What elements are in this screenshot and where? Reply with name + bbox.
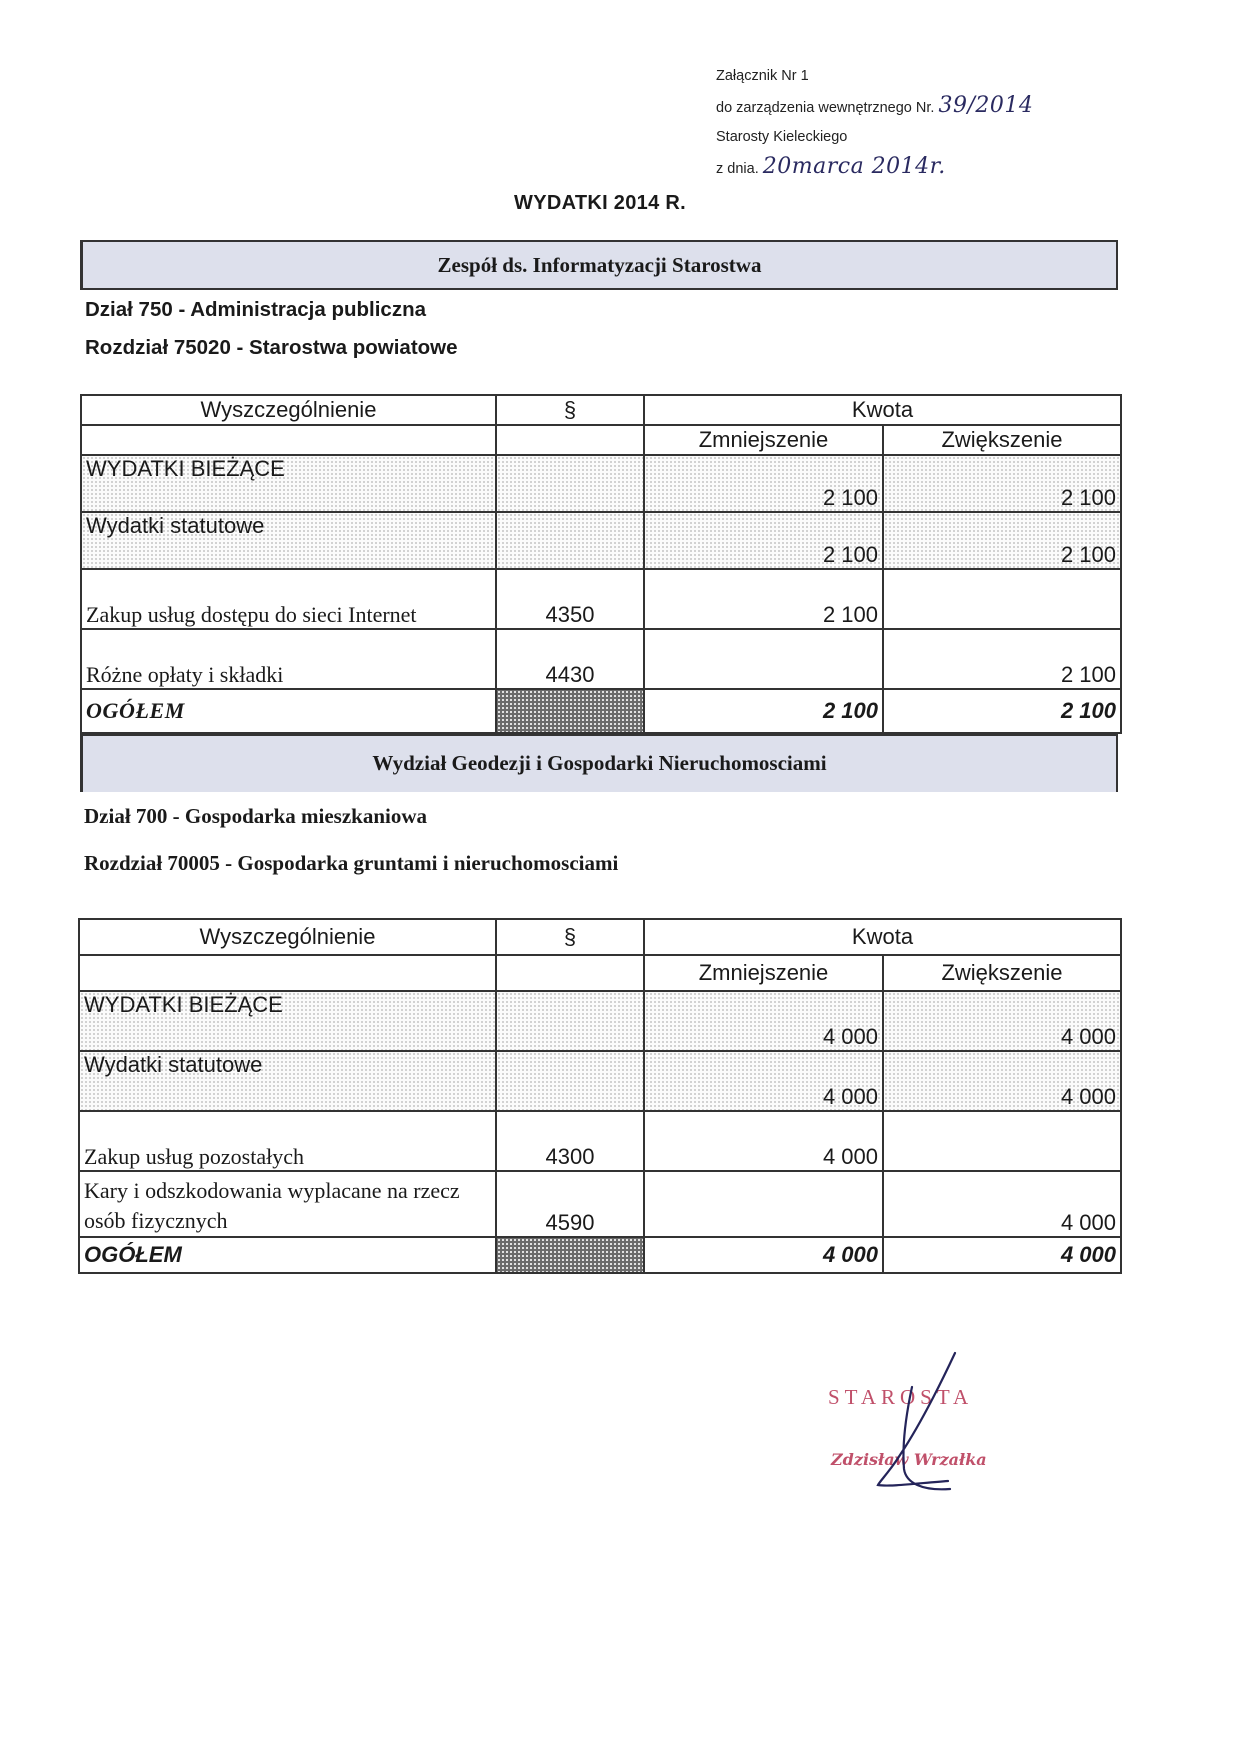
section1-unit-banner: Zespół ds. Informatyzacji Starostwa <box>80 240 1118 290</box>
table-row <box>81 512 1121 569</box>
row-paragraph <box>496 455 644 512</box>
table-row <box>79 1051 1121 1111</box>
row-label: WYDATKI BIEŻĄCE <box>79 991 496 1051</box>
header-paragraph: § <box>496 919 644 955</box>
table-row <box>81 569 1121 629</box>
header-zwiekszenie: Zwiększenie <box>883 425 1121 455</box>
section1-dzial-heading: Dział 750 - Administracja publiczna <box>85 298 427 321</box>
row-paragraph: 4590 <box>496 1171 644 1237</box>
total-row <box>81 689 1121 733</box>
document-title: WYDATKI 2014 R. <box>514 192 686 214</box>
total-paragraph-shaded <box>496 689 644 733</box>
header-kwota: Kwota <box>644 395 1121 425</box>
row-label: Różne opłaty i składki <box>81 629 496 689</box>
annotation-line2 <box>716 91 1033 123</box>
row-zwiekszenie: 4 000 <box>883 1051 1121 1111</box>
row-label: Zakup usług pozostałych <box>79 1111 496 1171</box>
row-zwiekszenie: 2 100 <box>883 629 1121 689</box>
row-zmniejszenie: 4 000 <box>644 991 883 1051</box>
row-zwiekszenie: 4 000 <box>883 991 1121 1051</box>
section1-expenses-table <box>80 394 1122 734</box>
row-paragraph <box>496 1051 644 1111</box>
section2-rozdzial-heading: Rozdział 70005 - Gospodarka gruntami i nieruchomosciami <box>84 851 619 875</box>
row-zmniejszenie: 2 100 <box>644 512 883 569</box>
annotation-line2-prefix: do zarządzenia wewnętrznego Nr. <box>716 100 935 116</box>
row-paragraph: 4430 <box>496 629 644 689</box>
section2-unit-banner: Wydział Geodezji i Gospodarki Nieruchomosciami <box>80 734 1118 792</box>
total-zmniejszenie: 2 100 <box>644 689 883 733</box>
row-zwiekszenie <box>883 1111 1121 1171</box>
stamp-name: Zdzisław Wrzałka <box>831 1450 987 1469</box>
row-zwiekszenie: 2 100 <box>883 455 1121 512</box>
total-label: OGÓŁEM <box>79 1237 496 1273</box>
header-zmniejszenie: Zmniejszenie <box>644 955 883 991</box>
annotation-line3: Starosty Kieleckiego <box>716 129 848 145</box>
row-label: Wydatki statutowe <box>79 1051 496 1111</box>
total-zwiekszenie: 2 100 <box>883 689 1121 733</box>
total-zmniejszenie: 4 000 <box>644 1237 883 1273</box>
row-zmniejszenie <box>644 1171 883 1237</box>
row-zmniejszenie <box>644 629 883 689</box>
total-row <box>79 1237 1121 1273</box>
row-zwiekszenie <box>883 569 1121 629</box>
header-empty-cell <box>81 425 496 455</box>
header-empty-cell <box>79 955 496 991</box>
row-paragraph <box>496 991 644 1051</box>
annotation-date-handwritten: 20marca 2014r. <box>762 154 946 179</box>
row-label: Zakup usług dostępu do sieci Internet <box>81 569 496 629</box>
table-row <box>81 455 1121 512</box>
row-paragraph: 4300 <box>496 1111 644 1171</box>
row-label: Kary i odszkodowania wyplacane na rzecz osób fizycznych <box>79 1171 496 1237</box>
section2-dzial-heading: Dział 700 - Gospodarka mieszkaniowa <box>84 804 428 828</box>
stamp-title: STAROSTA <box>828 1385 974 1409</box>
annotation-block <box>716 62 1033 184</box>
section2-expenses-table <box>78 918 1122 1274</box>
annotation-number-handwritten: 39/2014 <box>938 93 1034 118</box>
header-empty-cell <box>496 425 644 455</box>
row-label: WYDATKI BIEŻĄCE <box>81 455 496 512</box>
header-zwiekszenie: Zwiększenie <box>883 955 1121 991</box>
table-row <box>81 629 1121 689</box>
header-zmniejszenie: Zmniejszenie <box>644 425 883 455</box>
annotation-line4-prefix: z dnia. <box>716 161 759 177</box>
annotation-line4 <box>716 152 1033 184</box>
header-kwota: Kwota <box>644 919 1121 955</box>
section1-rozdzial-heading: Rozdział 75020 - Starostwa powiatowe <box>85 336 458 359</box>
table-row <box>79 991 1121 1051</box>
row-label: Wydatki statutowe <box>81 512 496 569</box>
table-row <box>79 1171 1121 1237</box>
header-wyszczegolnienie: Wyszczególnienie <box>79 919 496 955</box>
row-zwiekszenie: 2 100 <box>883 512 1121 569</box>
row-zmniejszenie: 4 000 <box>644 1051 883 1111</box>
header-paragraph: § <box>496 395 644 425</box>
annotation-line1: Załącznik Nr 1 <box>716 68 809 84</box>
row-paragraph <box>496 512 644 569</box>
header-empty-cell <box>496 955 644 991</box>
row-zmniejszenie: 2 100 <box>644 455 883 512</box>
total-zwiekszenie: 4 000 <box>883 1237 1121 1273</box>
table-row <box>79 1111 1121 1171</box>
total-label: OGÓŁEM <box>81 689 496 733</box>
total-paragraph-shaded <box>496 1237 644 1273</box>
row-zmniejszenie: 2 100 <box>644 569 883 629</box>
row-zwiekszenie: 4 000 <box>883 1171 1121 1237</box>
row-zmniejszenie: 4 000 <box>644 1111 883 1171</box>
signature-mark <box>860 1345 980 1515</box>
row-paragraph: 4350 <box>496 569 644 629</box>
header-wyszczegolnienie: Wyszczególnienie <box>81 395 496 425</box>
